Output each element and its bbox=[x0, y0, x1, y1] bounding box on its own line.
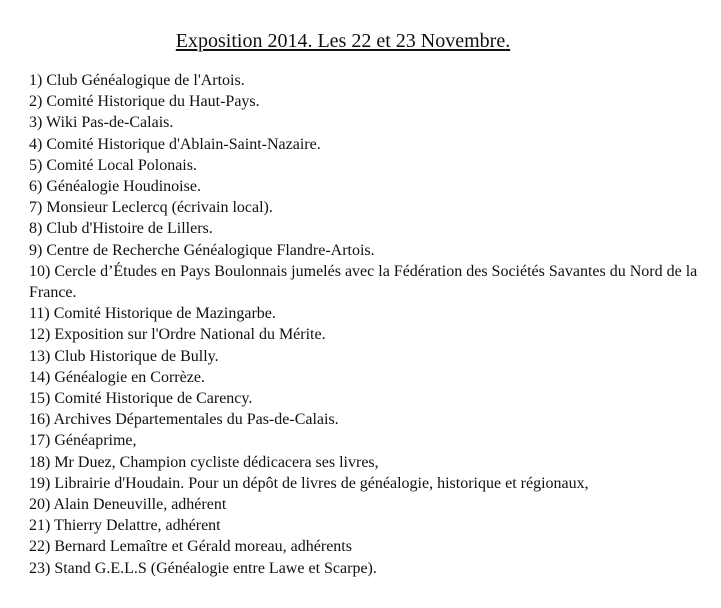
exhibitor-item: 10) Cercle d’Études en Pays Boulonnais jumelés avec la Fédération des Sociétés Savantes du Nord de la France. bbox=[29, 262, 698, 302]
exhibitor-item: 9) Centre de Recherche Généalogique Flandre-Artois. bbox=[29, 241, 375, 259]
exhibitor-item: 19) Librairie d'Houdain. Pour un dépôt de livres de généalogie, historique et régionaux, bbox=[29, 474, 589, 492]
exhibitor-item: 22) Bernard Lemaître et Gérald moreau, adhérents bbox=[29, 538, 352, 556]
exhibitor-item: 2) Comité Historique du Haut-Pays. bbox=[29, 93, 260, 111]
page-title bbox=[0, 29, 686, 53]
exhibitor-item: 17) Généaprime, bbox=[29, 432, 137, 450]
page-title-period: . bbox=[505, 30, 511, 52]
exhibitor-item: 7) Monsieur Leclercq (écrivain local). bbox=[29, 199, 273, 217]
exhibitor-item: 5) Comité Local Polonais. bbox=[29, 156, 197, 174]
exhibitor-item: 8) Club d'Histoire de Lillers. bbox=[29, 220, 213, 238]
exhibitor-item: 11) Comité Historique de Mazingarbe. bbox=[29, 305, 276, 323]
exhibitor-item: 16) Archives Départementales du Pas-de-Calais. bbox=[29, 411, 339, 429]
exhibitor-list bbox=[29, 70, 699, 579]
exhibitor-item: 1) Club Généalogique de l'Artois. bbox=[29, 72, 245, 89]
exhibitor-item: 20) Alain Deneuville, adhérent bbox=[29, 496, 227, 514]
exhibitor-item: 21) Thierry Delattre, adhérent bbox=[29, 517, 221, 535]
exhibitor-item: 18) Mr Duez, Champion cycliste dédicacera ses livres, bbox=[29, 453, 379, 471]
exhibitor-item: 12) Exposition sur l'Ordre National du Mérite. bbox=[29, 326, 326, 344]
page-title-text: Exposition 2014. Les 22 et 23 Novembre bbox=[175, 30, 506, 52]
exhibitor-item: 3) Wiki Pas-de-Calais. bbox=[29, 114, 174, 132]
exhibitor-item: 13) Club Historique de Bully. bbox=[29, 347, 219, 365]
exhibitor-item: 6) Généalogie Houdinoise. bbox=[29, 178, 201, 196]
exhibitor-item: 4) Comité Historique d'Ablain-Saint-Nazaire. bbox=[29, 135, 321, 153]
exhibitor-item: 14) Généalogie en Corrèze. bbox=[29, 368, 205, 386]
exhibitor-item: 15) Comité Historique de Carency. bbox=[29, 390, 253, 408]
exhibitor-item: 23) Stand G.E.L.S (Généalogie entre Lawe et Scarpe). bbox=[29, 559, 377, 577]
